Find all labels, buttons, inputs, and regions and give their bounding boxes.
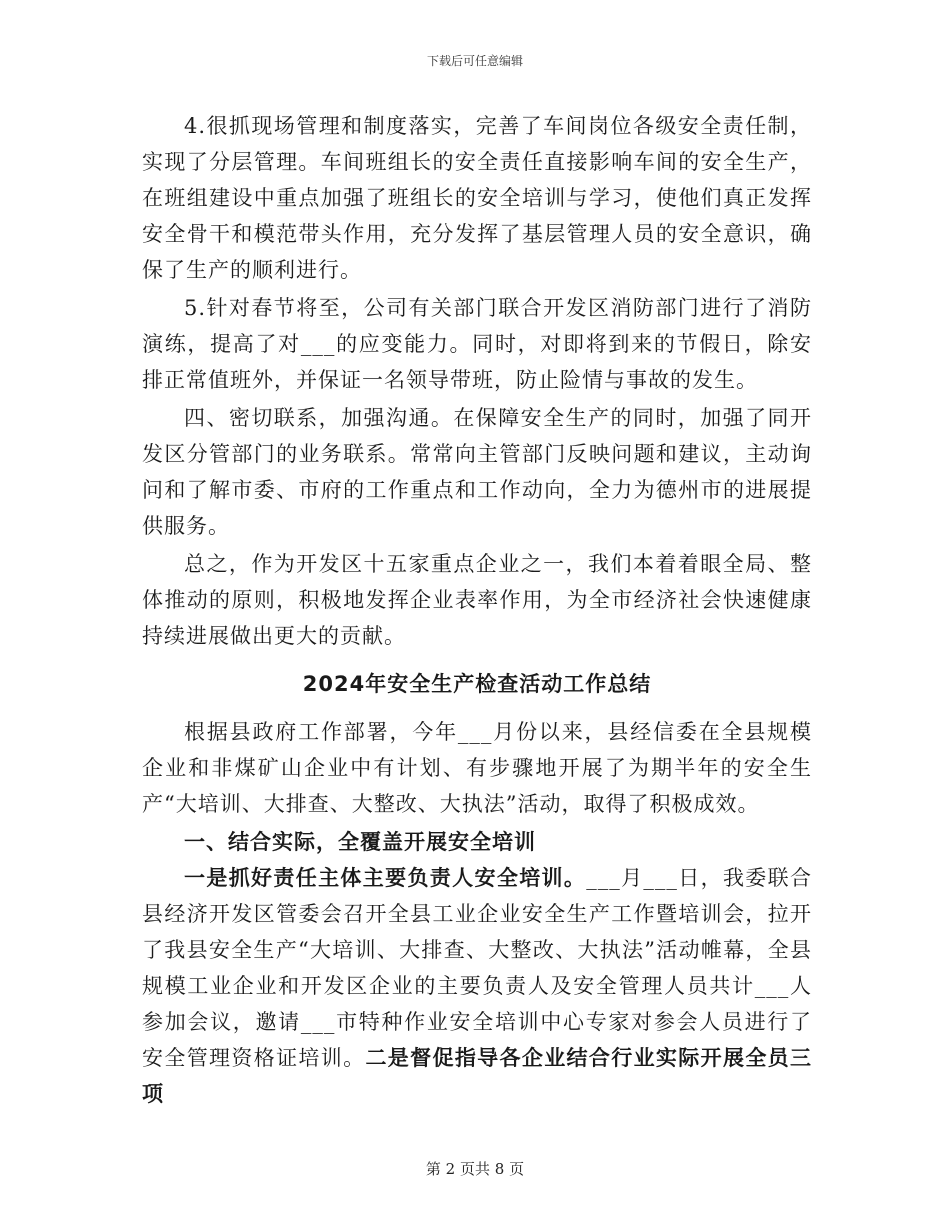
bold-lead: 一是抓好责任主体主要负责人安全培训。 — [184, 866, 587, 890]
bold-tail: 二是督促指导各企业结合行业实际开展全员三项 — [142, 1046, 813, 1106]
paragraph-conclusion: 总之，作为开发区十五家重点企业之一，我们本着着眼全局、整体推动的原则，积极地发挥企业表率作用，为全市经济社会快速健康持续进展做出更大的贡献。 — [142, 552, 812, 648]
section-body-text: ___月___日，我委联合县经济开发区管委会召开全县工业企业安全生产工作暨培训会，拉开了我县安全生产“大培训、大排查、大整改、大执法”活动帷幕，全县规模工业企业和开发区企业的主要负责人及安全管理人员共计___人参加会议，邀请___市特种作业安全培训中心专家对参会人员进行了安全管理资格证培训。 — [142, 866, 813, 1070]
document-body — [142, 108, 812, 1114]
section-heading: 一、结合实际，全覆盖开展安全培训 — [184, 830, 536, 854]
page-header: 下载后可任意编辑 — [426, 54, 523, 68]
page-footer: 第 2 页共 8 页 — [425, 1160, 525, 1178]
paragraph-section-body — [142, 860, 812, 1112]
paragraph-item-4: 4.很抓现场管理和制度落实，完善了车间岗位各级安全责任制，实现了分层管理。车间班组长的安全责任直接影响车间的安全生产，在班组建设中重点加强了班组长的安全培训与学习，使他们真正发挥安全骨干和模范带头作用，充分发挥了基层管理人员的安全意识，确保了生产的顺利进行。 — [142, 114, 812, 282]
paragraph-item-5: 5.针对春节将至，公司有关部门联合开发区消防部门进行了消防演练，提高了对___的应变能力。同时，对即将到来的节假日，除安排正常值班外，并保证一名领导带班，防止险情与事故的发生。 — [142, 296, 812, 392]
document-title: 2024年安全生产检查活动工作总结 — [302, 672, 652, 696]
paragraph-section-four: 四、密切联系，加强沟通。在保障安全生产的同时，加强了同开发区分管部门的业务联系。常常向主管部门反映问题和建议，主动询问和了解市委、市府的工作重点和工作动向，全力为德州市的进展提供服务。 — [142, 406, 812, 538]
paragraph-intro: 根据县政府工作部署，今年___月份以来，县经信委在全县规模企业和非煤矿山企业中有计划、有步骤地开展了为期半年的安全生产“大培训、大排查、大整改、大执法”活动，取得了积极成效。 — [142, 720, 812, 816]
